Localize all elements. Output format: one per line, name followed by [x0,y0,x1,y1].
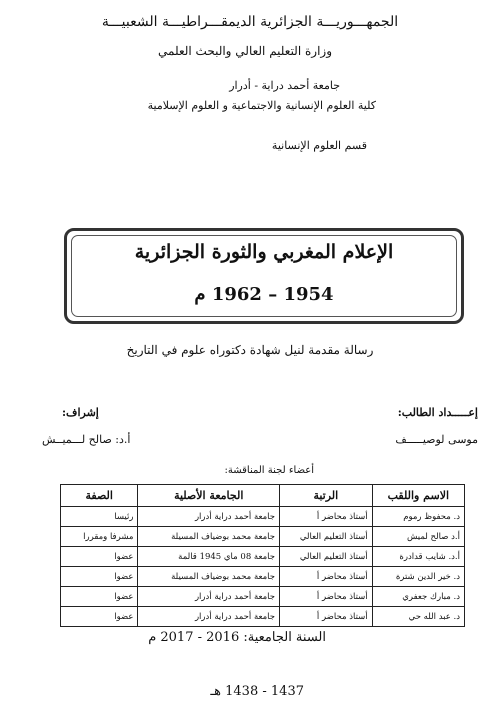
member-rank: أستاذ محاضر أ [280,607,373,627]
member-university: جامعة أحمد دراية أدرار [138,587,280,607]
academic-year-hijri: 1437 - 1438 هـ [210,684,304,699]
committee-label: أعضاء لجنة المناقشة: [224,465,314,476]
member-role: رئيسا [61,507,138,527]
member-role: عضوا [61,567,138,587]
table-row [61,547,465,567]
header-rank: الرتبة [280,485,373,507]
header-university: الجامعة الأصلية [138,485,280,507]
member-rank: أستاذ التعليم العالي [280,547,373,567]
member-name: د. خير الدين شترة [372,567,464,587]
thesis-subtitle: رسالة مقدمة لنيل شهادة دكتوراه علوم في التاريخ [126,343,374,357]
member-name: د. مبارك جعفري [372,587,464,607]
member-role: مشرفا ومقررا [61,527,138,547]
table-row [61,507,465,527]
member-rank: أستاذ محاضر أ [280,567,373,587]
member-name: د. محفوظ رموم [372,507,464,527]
committee-table [60,484,465,627]
supervision-label: إشراف: [62,406,99,419]
university-heading: جامعة أحمد دراية - أدرار [229,79,340,92]
table-row [61,567,465,587]
member-name: أ.د. شايب قدادرة [372,547,464,567]
member-role: عضوا [61,587,138,607]
department-heading: قسم العلوم الإنسانية [271,139,367,152]
thesis-title: الإعلام المغربي والثورة الجزائرية [134,241,394,263]
student-name: موسى لوصيـــــف [395,433,478,446]
member-university: جامعة محمد بوضياف المسيلة [138,527,280,547]
member-rank: أستاذ محاضر أ [280,507,373,527]
academic-year-gregorian: السنة الجامعية: 2016 - 2017 م [148,630,326,645]
member-rank: أستاذ محاضر أ [280,587,373,607]
prepared-by-label: إعـــــداد الطالب: [397,406,478,419]
member-rank: أستاذ التعليم العالي [280,527,373,547]
table-row [61,527,465,547]
member-name: أ.د صالح لميش [372,527,464,547]
member-role: عضوا [61,607,138,627]
faculty-heading: كلية العلوم الإنسانية والاجتماعية و العلوم الإسلامية [147,99,376,112]
committee-header-row [61,485,465,507]
member-role: عضوا [61,547,138,567]
republic-heading: الجمهـــوريـــة الجزائرية الديمقـــراطيـــة الشعبيـــة [101,14,399,30]
header-name: الاسم واللقب [372,485,464,507]
member-name: د. عبد الله حي [372,607,464,627]
table-row [61,607,465,627]
member-university: جامعة أحمد دراية أدرار [138,507,280,527]
supervisor-name: أ.د: صالح لـــميــش [42,433,131,446]
thesis-years: 1954 – 1962 م [194,284,334,305]
ministry-heading: وزارة التعليم العالي والبحث العلمي [158,44,332,58]
member-university: جامعة 08 ماي 1945 قالمة [138,547,280,567]
member-university: جامعة محمد بوضياف المسيلة [138,567,280,587]
table-row [61,587,465,607]
header-role: الصفة [61,485,138,507]
member-university: جامعة أحمد دراية أدرار [138,607,280,627]
